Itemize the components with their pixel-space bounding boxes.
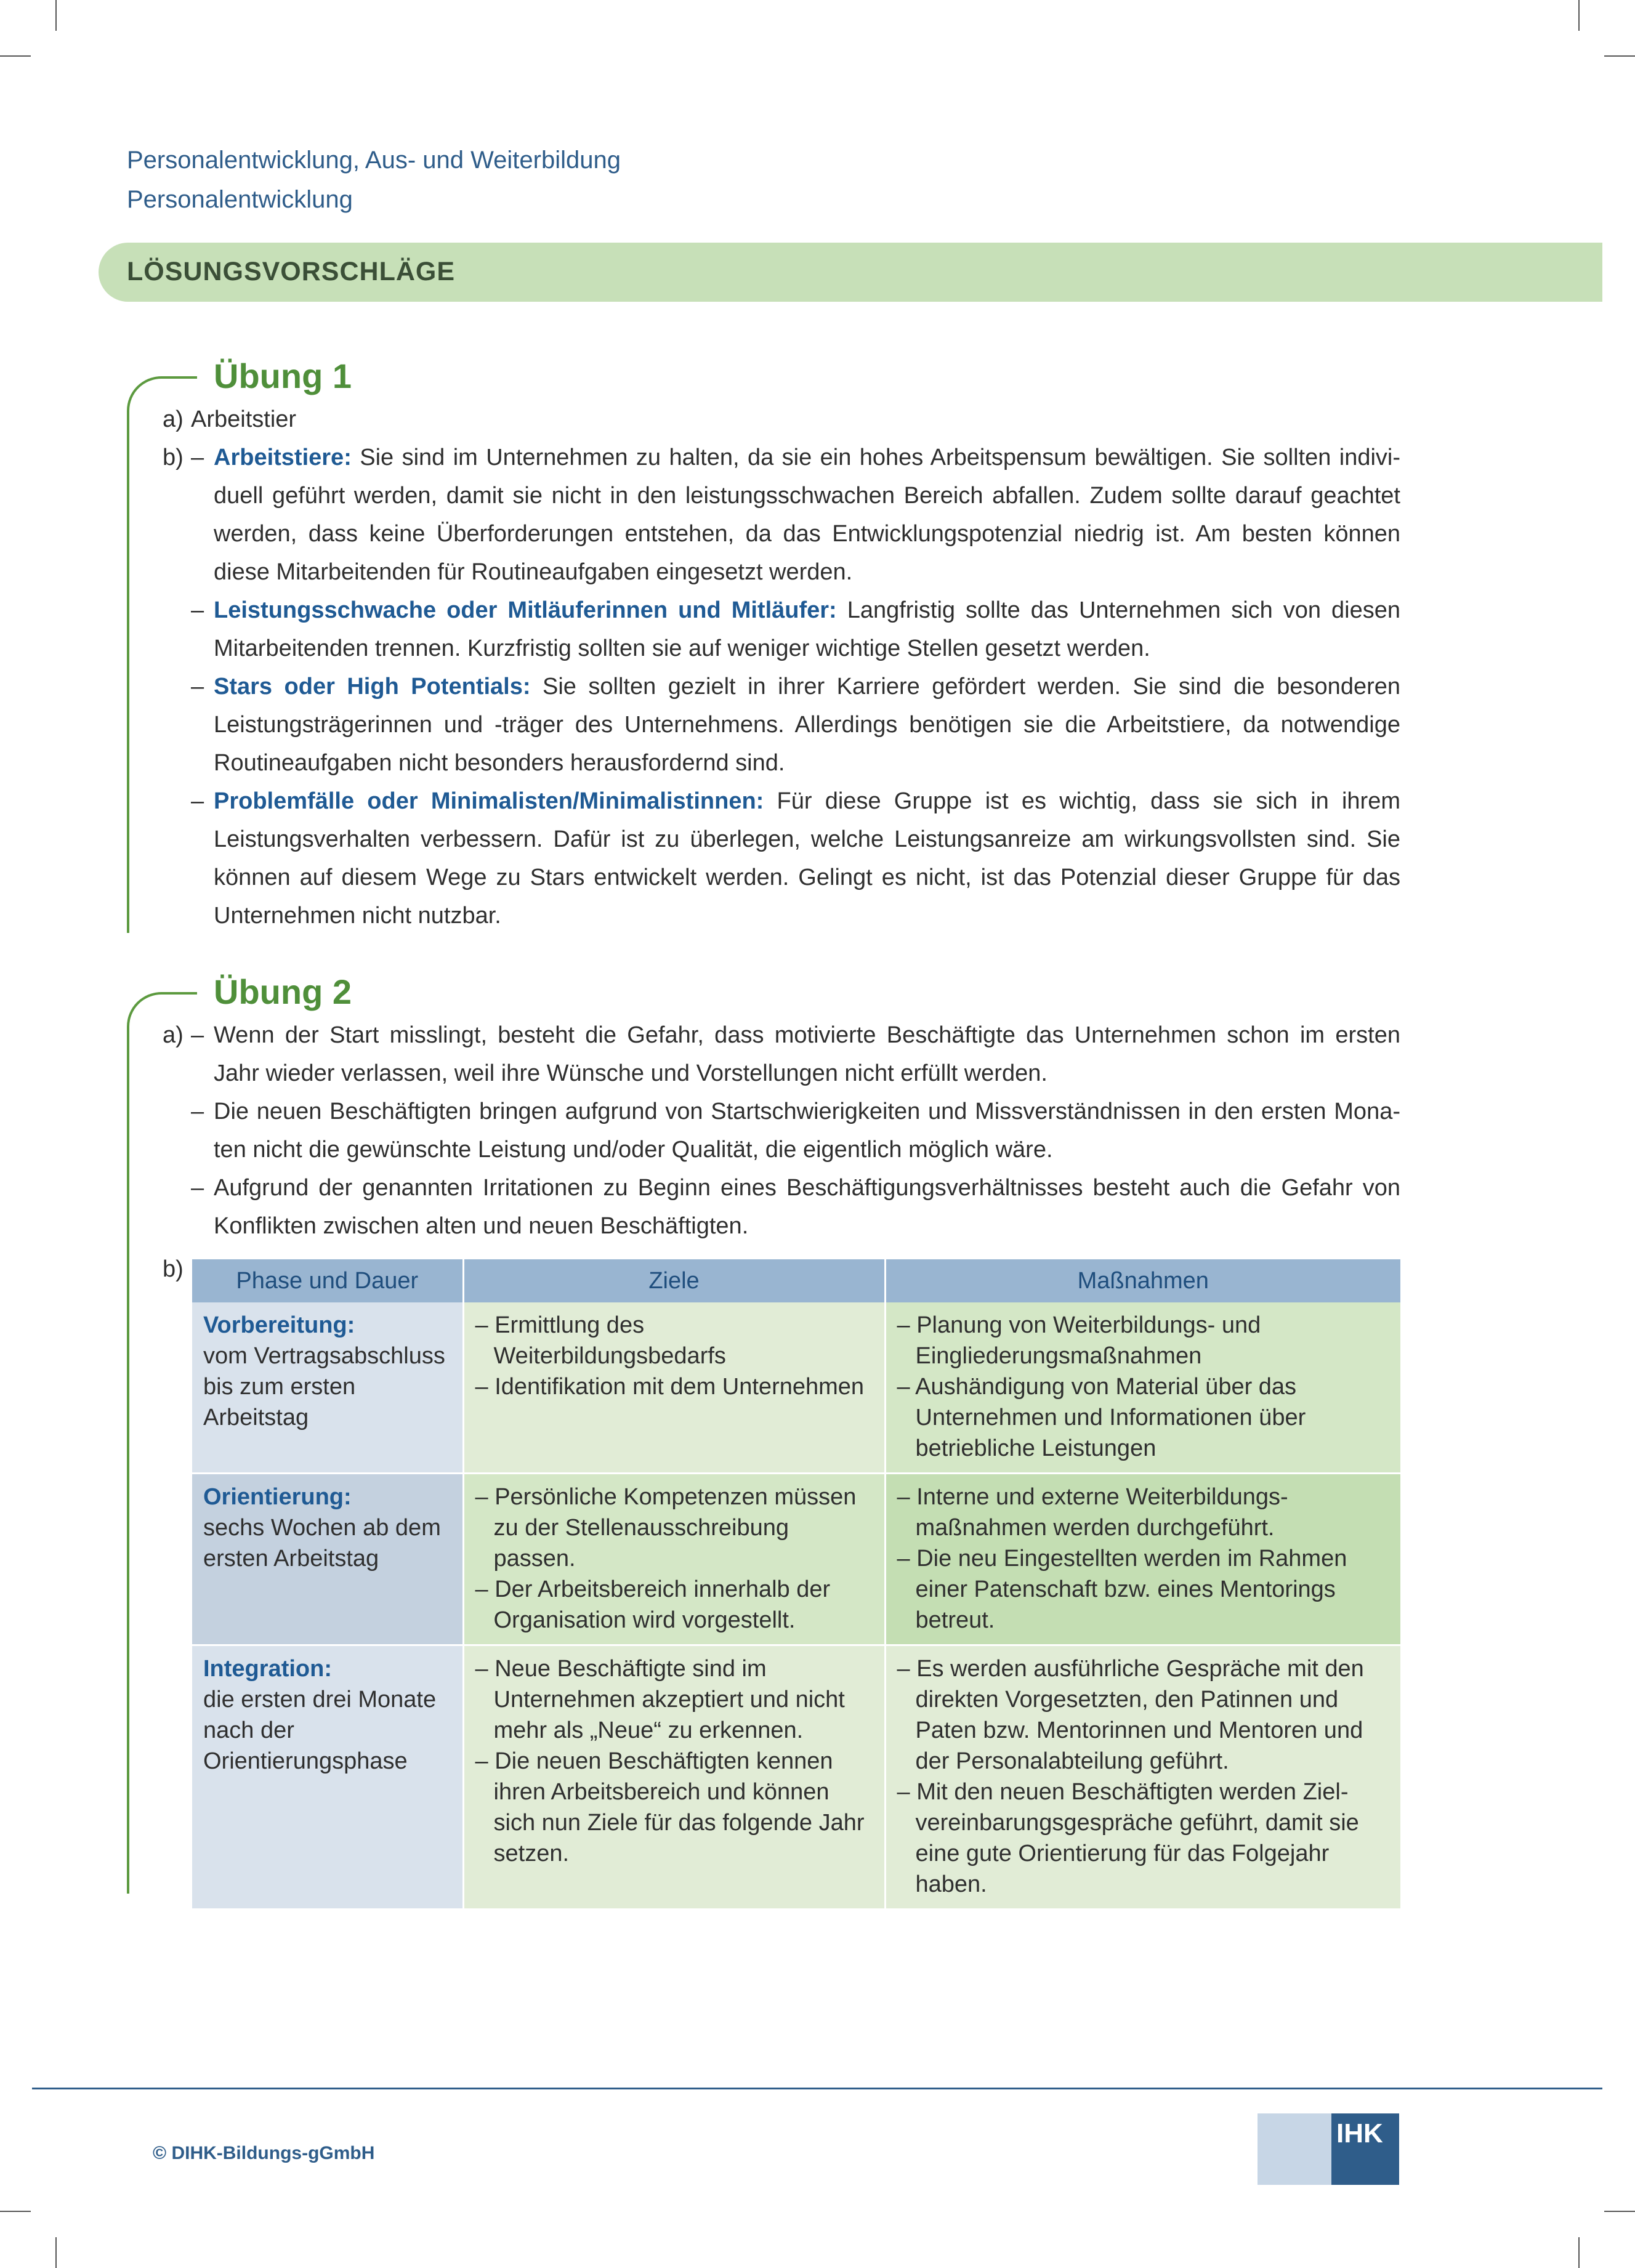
uebung1-item1-line1 xyxy=(214,438,1400,477)
dash: – xyxy=(191,674,204,700)
list-item: – Die neuen Beschäftigten kennen ihren Arbeitsbereich und können sich nun Ziele für das folgende Jahr setzen. xyxy=(475,1748,865,1866)
crop-mark xyxy=(1604,55,1635,57)
phase-cell xyxy=(192,1474,463,1645)
uebung1-item4-line1 xyxy=(214,782,1400,820)
footer-divider xyxy=(32,2088,1602,2089)
list-item: – Der Arbeitsbereich innerhalb der Organisation wird vorgestellt. xyxy=(475,1576,831,1633)
list-item: – Mit den neuen Beschäftigten werden Zielvereinbarungsgespräche geführt, damit sie eine gute Orientierung für das Folgejahr haben. xyxy=(897,1779,1359,1897)
phase-title: Orientierung: xyxy=(203,1484,352,1510)
uebung2-bracket xyxy=(127,992,197,1894)
item2-text: Langfristig sollte das Unternehmen sich von diesen xyxy=(847,597,1401,623)
uebung2-a3-line1: Aufgrund der genannten Irritationen zu Beginn eines Beschäftigungsverhältnisses besteht auch die Gefahr von xyxy=(214,1175,1400,1201)
onboarding-phases-table xyxy=(192,1259,1400,1910)
crop-mark xyxy=(0,55,31,57)
ziele-cell xyxy=(463,1474,885,1645)
phase-description: vom Vertragsabschluss bis zum ersten Arbeitstag xyxy=(203,1343,445,1431)
uebung1-item2-line1 xyxy=(214,591,1400,629)
dash: – xyxy=(191,788,204,814)
list-item: – Die neu Eingestellten werden im Rahmen einer Patenschaft bzw. eines Mentorings betreut. xyxy=(897,1546,1347,1633)
phase-title: Integration: xyxy=(203,1656,332,1682)
column-header-phase: Phase und Dauer xyxy=(192,1259,463,1302)
uebung1-bracket xyxy=(127,376,197,933)
massnahmen-cell xyxy=(885,1474,1400,1645)
label-leistungsschwache: Leistungsschwache oder Mitläuferinnen und Mitläufer: xyxy=(214,597,837,623)
phase-description: die ersten drei Monate nach der Orientierungsphase xyxy=(203,1687,437,1774)
list-item: – Planung von Weiterbildungs- und Eingliederungsmaßnahmen xyxy=(897,1312,1261,1369)
header-subcategory: Personalentwicklung xyxy=(127,186,353,213)
banner-title: LÖSUNGSVORSCHLÄGE xyxy=(127,257,456,286)
phase-cell xyxy=(192,1645,463,1910)
item3-text: Sie sollten gezielt in ihrer Karriere gefördert werden. Sie sind die besonderen xyxy=(543,674,1401,700)
uebung1-item4-line4: Unternehmen nicht nutzbar. xyxy=(214,903,501,929)
dash: – xyxy=(191,1099,204,1124)
list-item: – Es werden ausführliche Gespräche mit den direkten Vorgesetzten, den Patinnen und Paten bzw. Mentorinnen und Mentoren und der Personalabteilung geführt. xyxy=(897,1656,1364,1774)
item4-text: Für diese Gruppe ist es wichtig, dass sie sich in ihrem xyxy=(777,788,1400,814)
uebung1-a-text: Arbeitstier xyxy=(191,406,297,432)
label-problemfaelle: Problemfälle oder Minimalisten/Minimalistinnen: xyxy=(214,788,764,814)
table-row xyxy=(192,1474,1400,1645)
label-stars: Stars oder High Potentials: xyxy=(214,674,531,700)
list-item: – Ermittlung des Weiterbildungsbedarfs xyxy=(475,1312,726,1369)
uebung1-item3-line2: Leistungsträgerinnen und -träger des Unternehmens. Allerdings benötigen sie die Arbeitstiere, da notwendige xyxy=(214,712,1400,738)
item1-text: Sie sind im Unternehmen zu halten, da sie ein hohes Arbeitspensum bewältigen. Sie sollten indivi- xyxy=(360,445,1400,470)
label-arbeitstiere: Arbeitstiere: xyxy=(214,445,352,470)
phase-cell xyxy=(192,1302,463,1474)
header-category: Personalentwicklung, Aus- und Weiterbildung xyxy=(127,147,621,174)
ziele-cell xyxy=(463,1645,885,1910)
uebung2-a1-line2: Jahr wieder verlassen, weil ihre Wünsche und Vorstellungen nicht erfüllt werden. xyxy=(214,1060,1048,1086)
massnahmen-cell xyxy=(885,1302,1400,1474)
uebung1-item3-line1 xyxy=(214,668,1400,706)
list-item: – Persönliche Kompetenzen müssen zu der Stellenausschreibung passen. xyxy=(475,1484,857,1572)
table-row xyxy=(192,1645,1400,1910)
ihk-logo-text: IHK xyxy=(1336,2118,1383,2149)
column-header-massnahmen: Maßnahmen xyxy=(885,1259,1400,1302)
uebung2-a1-line1: Wenn der Start misslingt, besteht die Gefahr, dass motivierte Beschäftigte das Unternehmen schon im ersten xyxy=(214,1022,1400,1048)
uebung1-item2-line2: Mitarbeitenden trennen. Kurzfristig sollten sie auf weniger wichtige Stellen gesetzt werden. xyxy=(214,636,1150,661)
uebung1-title: Übung 1 xyxy=(214,357,352,395)
uebung1-a-marker: a) xyxy=(163,406,184,432)
phase-title: Vorbereitung: xyxy=(203,1312,355,1338)
uebung2-a2-line1: Die neuen Beschäftigten bringen aufgrund von Startschwierigkeiten und Missverständnissen in den ersten Mona- xyxy=(214,1099,1400,1124)
footer-copyright: © DIHK-Bildungs-gGmbH xyxy=(153,2143,375,2163)
phase-description: sechs Wochen ab dem ersten Arbeitstag xyxy=(203,1515,441,1572)
uebung2-b-marker: b) xyxy=(163,1256,184,1282)
uebung1-item1-line4: diese Mitarbeitenden für Routineaufgaben eingesetzt werden. xyxy=(214,559,853,585)
massnahmen-cell xyxy=(885,1645,1400,1910)
crop-mark xyxy=(55,0,57,31)
list-item: – Interne und externe Weiterbildungsmaßnahmen werden durchgeführt. xyxy=(897,1484,1288,1541)
crop-mark xyxy=(1578,2237,1580,2268)
uebung1-item4-line2: Leistungsverhalten verbessern. Dafür ist zu überlegen, welche Leistungsanreize am wirkungsvollsten sind. Sie xyxy=(214,826,1400,852)
uebung1-item3-line3: Routineaufgaben nicht besonders herausfordernd sind. xyxy=(214,750,785,776)
crop-mark xyxy=(1578,0,1580,31)
uebung2-a-marker: a) xyxy=(163,1022,184,1048)
table-row xyxy=(192,1302,1400,1474)
list-item: – Aushändigung von Material über das Unternehmen und Informationen über betriebliche Leistungen xyxy=(897,1374,1306,1461)
table-header-row xyxy=(192,1259,1400,1302)
uebung1-item1-line2: duell geführt werden, damit sie nicht in den leistungsschwachen Bereich abfallen. Zudem sollte darauf geachtet xyxy=(214,483,1400,509)
column-header-ziele: Ziele xyxy=(463,1259,885,1302)
crop-mark xyxy=(0,2211,31,2212)
crop-mark xyxy=(55,2237,57,2268)
uebung1-item1-line3: werden, dass keine Überforderungen entstehen, da das Entwicklungspotenzial niedrig ist. Am besten können xyxy=(214,521,1400,547)
ziele-cell xyxy=(463,1302,885,1474)
uebung1-item4-line3: können auf diesem Wege zu Stars entwickelt werden. Gelingt es nicht, ist das Potenzial dieser Gruppe für das xyxy=(214,865,1400,890)
uebung2-a3-line2: Konflikten zwischen alten und neuen Beschäftigten. xyxy=(214,1213,749,1239)
dash: – xyxy=(191,1022,204,1048)
dash: – xyxy=(191,445,204,470)
uebung1-b-marker: b) xyxy=(163,445,184,470)
crop-mark xyxy=(1604,2211,1635,2212)
uebung2-title: Übung 2 xyxy=(214,972,352,1011)
uebung2-a2-line2: ten nicht die gewünschte Leistung und/oder Qualität, die eigentlich möglich wäre. xyxy=(214,1137,1053,1163)
list-item: – Neue Beschäftigte sind im Unternehmen akzeptiert und nicht mehr als „Neue“ zu erkennen. xyxy=(475,1656,845,1743)
dash: – xyxy=(191,597,204,623)
list-item: – Identifikation mit dem Unternehmen xyxy=(475,1374,865,1400)
dash: – xyxy=(191,1175,204,1201)
